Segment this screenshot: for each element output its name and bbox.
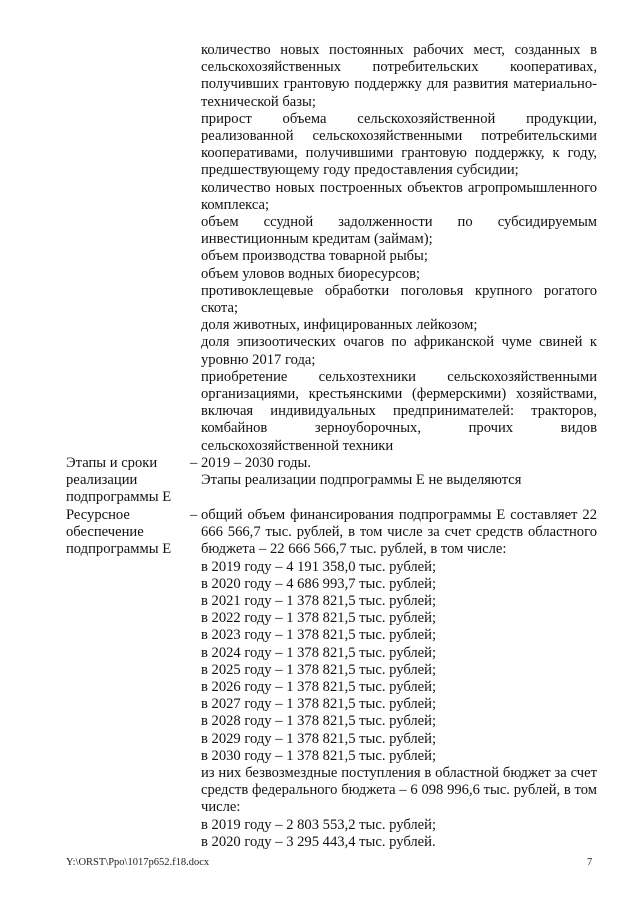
funding-year: в 2026 году – 1 378 821,5 тыс. рублей; bbox=[201, 679, 437, 696]
funding-content bbox=[201, 507, 597, 851]
indicator-item: противоклещевые обработки поголовья крупного рогатого скота; bbox=[201, 282, 597, 317]
funding-intro: общий объем финансирования подпрограммы Е составляет 22 666 566,7 тыс. рублей, в том числе за счет средств областного бюджета – 22 666 566,7 тыс. рублей, в том числе: bbox=[201, 507, 597, 558]
funding-label-line: Ресурсное bbox=[66, 507, 130, 523]
indicator-item: объем производства товарной рыбы; bbox=[201, 248, 428, 265]
stages-label bbox=[66, 455, 186, 507]
indicator-item: объем ссудной задолженности по субсидируемым инвестиционным кредитам (займам); bbox=[201, 214, 597, 248]
stages-label-line: реализации bbox=[66, 472, 138, 489]
funding-label-line: обеспечение bbox=[66, 524, 144, 541]
indicator-item: количество новых постоянных рабочих мест, созданных в сельскохозяйственных потребительских кооперативах, получивших грантовую поддержку для развития материально-технической базы; bbox=[201, 42, 597, 110]
funding-year: в 2027 году – 1 378 821,5 тыс. рублей; bbox=[201, 696, 437, 713]
funding-year: в 2030 году – 1 378 821,5 тыс. рублей; bbox=[201, 747, 437, 764]
footer-file-path: Y:\ORST\Ppo\1017p652.f18.docx bbox=[66, 857, 210, 868]
federal-year: в 2019 году – 2 803 553,2 тыс. рублей; bbox=[201, 816, 437, 833]
indicator-item: объем уловов водных биоресурсов; bbox=[201, 265, 421, 282]
stages-note: Этапы реализации подпрограммы Е не выделяются bbox=[201, 472, 522, 489]
funding-year: в 2022 году – 1 378 821,5 тыс. рублей; bbox=[201, 610, 437, 627]
funding-year: в 2020 году – 4 686 993,7 тыс. рублей; bbox=[201, 575, 437, 592]
funding-year: в 2019 году – 4 191 358,0 тыс. рублей; bbox=[201, 558, 437, 575]
funding-dash: – bbox=[190, 507, 198, 523]
indicator-item: приобретение сельхозтехники сельскохозяйственными организациями, крестьянскими (фермерскими) хозяйствами, включая индивидуальных предпринимателей: тракторов, комбайнов зерноуборочных, прочих видов сельскохозяйственной техники bbox=[201, 368, 597, 454]
funding-year: в 2021 году – 1 378 821,5 тыс. рублей; bbox=[201, 593, 437, 610]
funding-year: в 2025 году – 1 378 821,5 тыс. рублей; bbox=[201, 661, 437, 678]
funding-label bbox=[66, 507, 186, 559]
page-number: 7 bbox=[587, 857, 593, 868]
indicator-item: доля эпизоотических очагов по африканской чуме свиней к уровню 2017 года; bbox=[201, 334, 597, 368]
funding-year: в 2023 году – 1 378 821,5 тыс. рублей; bbox=[201, 627, 437, 644]
indicators-list bbox=[201, 42, 597, 455]
indicator-item: доля животных, инфицированных лейкозом; bbox=[201, 317, 478, 334]
indicator-item: прирост объема сельскохозяйственной продукции, реализованной сельскохозяйственными потребительскими кооперативами, получившими грантовую поддержку, к году, предшествующему году предоставления субсидии; bbox=[201, 110, 597, 179]
funding-year: в 2024 году – 1 378 821,5 тыс. рублей; bbox=[201, 644, 437, 661]
indicator-item: количество новых построенных объектов агропромышленного комплекса; bbox=[201, 179, 597, 213]
stages-label-line: Этапы и сроки bbox=[66, 455, 158, 471]
stages-label-line: подпрограммы Е bbox=[66, 489, 172, 506]
stages-period: 2019 – 2030 годы. bbox=[201, 455, 311, 471]
federal-intro: из них безвозмездные поступления в областной бюджет за счет средств федерального бюджета – 6 098 996,6 тыс. рублей, в том числе: bbox=[201, 765, 597, 816]
stages-content bbox=[201, 455, 597, 489]
stages-dash: – bbox=[190, 455, 198, 471]
funding-year: в 2028 году – 1 378 821,5 тыс. рублей; bbox=[201, 713, 437, 730]
funding-year: в 2029 году – 1 378 821,5 тыс. рублей; bbox=[201, 730, 437, 747]
federal-year: в 2020 году – 3 295 443,4 тыс. рублей. bbox=[201, 833, 436, 850]
funding-label-line: подпрограммы Е bbox=[66, 541, 172, 558]
